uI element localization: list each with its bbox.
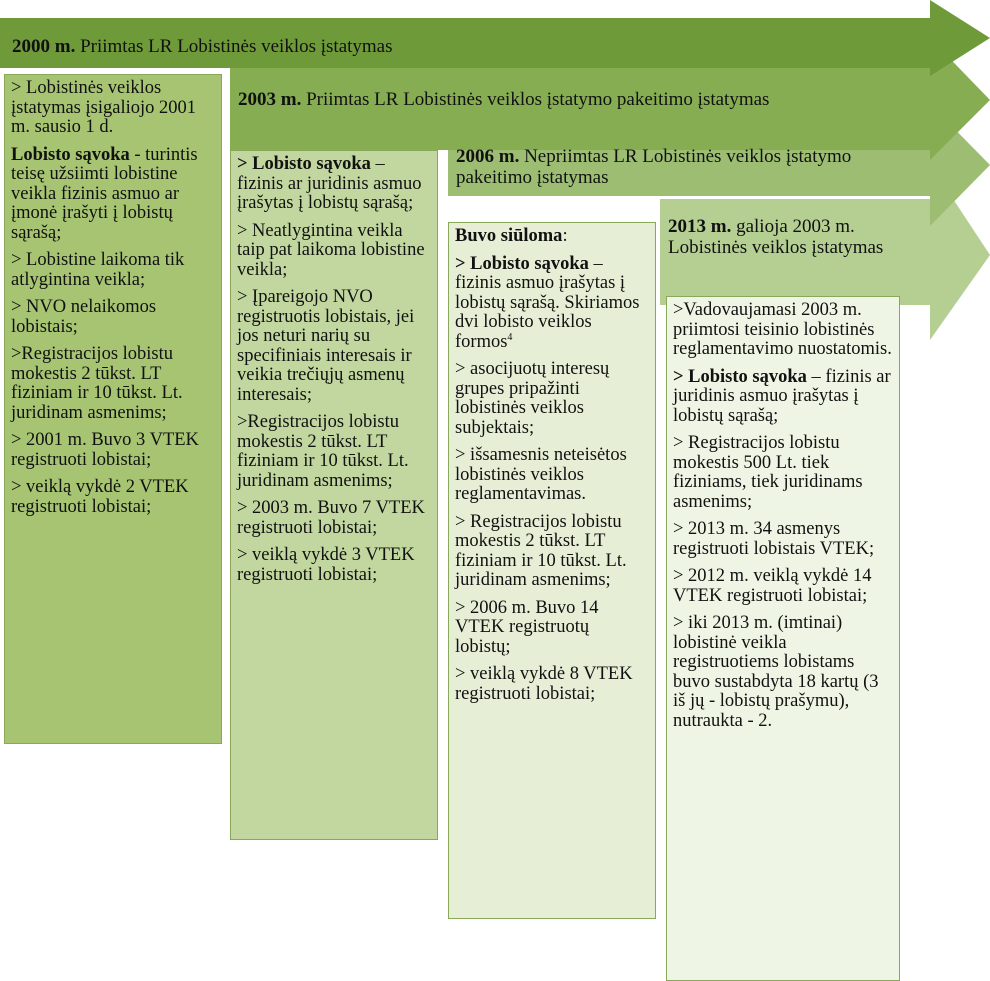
column-item [455, 446, 649, 505]
column-item [455, 513, 649, 591]
stage-heading-2006 [456, 146, 916, 188]
footnote-mark: 4 [507, 331, 513, 343]
column-2003 [230, 150, 438, 840]
column-item [673, 368, 893, 427]
item-text: > Registracijos lobistu mokestis 500 Lt. tiek fiziniams, tiek juridinams asmenims; [673, 433, 863, 512]
stage-year: 2006 m. [456, 146, 520, 167]
stage-title: Priimtas LR Lobistinės veiklos įstatymas [75, 36, 393, 57]
column-item [237, 288, 431, 405]
column-item [237, 413, 431, 491]
column-item [455, 665, 649, 704]
column-2006 [448, 222, 656, 919]
stage-title: Priimtas LR Lobistinės veiklos įstatymo pakeitimo įstatymas [301, 89, 770, 110]
column-item [673, 567, 893, 606]
stage-year: 2000 m. [12, 36, 76, 57]
item-text: > išsamesnis neteisėtos lobistinės veiklos reglamentavimas. [455, 445, 627, 504]
item-text: > Registracijos lobistu mokestis 2 tūkst. LT fiziniam ir 10 tūkst. Lt. juridinam asmenims; [455, 511, 627, 590]
item-text: > veiklą vykdė 8 VTEK registruoti lobistai; [455, 664, 633, 704]
item-text: > Įpareigojo NVO registruotis lobistais, jei jos neturi narių su specifiniais interesais ir veikia trečiųjų asmenų interesais; [237, 287, 415, 405]
item-text: - turintis teisę užsiimti lobistine veikla fizinis asmuo ar įmonė įrašyti į lobistų sąrašą; [11, 144, 198, 243]
item-bold-text: Buvo siūloma [455, 226, 563, 246]
column-2000 [4, 74, 222, 744]
column-item [455, 255, 649, 353]
item-text: – fizinis asmuo įrašytas į lobistų sąrašą. Skiriamos dvi lobisto veiklos formos [455, 253, 640, 352]
column-item [673, 434, 893, 512]
column-item [11, 478, 215, 517]
column-item [237, 546, 431, 585]
item-text: > 2012 m. veiklą vykdė 14 VTEK registruoti lobistai; [673, 566, 872, 606]
column-item [237, 155, 431, 214]
stage-title: Nepriimtas LR Lobistinės veiklos įstatymo pakeitimo įstatymas [456, 146, 852, 188]
item-text: > Lobistine laikoma tik atlygintina veikla; [11, 250, 185, 290]
stage-heading-2000 [12, 36, 393, 57]
item-text: > 2006 m. Buvo 14 VTEK registruotų lobistų; [455, 597, 599, 657]
item-text: – fizinis ar juridinis asmuo įrašytas į lobistų sąrašą; [237, 154, 422, 213]
column-item [673, 520, 893, 559]
column-item [455, 360, 649, 438]
item-bold-text: > Lobisto sąvoka [237, 154, 371, 174]
column-item [11, 298, 215, 337]
item-text: > veiklą vykdė 3 VTEK registruoti lobistai; [237, 545, 415, 585]
item-text: > Neatlygintina veikla taip pat laikoma lobistine veikla; [237, 220, 425, 280]
column-item [11, 79, 215, 138]
column-item [673, 301, 893, 360]
stage-year: 2003 m. [238, 89, 302, 110]
item-text: >Vadovaujamasi 2003 m. priimtosi teisinio lobistinės reglamentavimo nuostatomis. [673, 300, 892, 359]
item-text: > veiklą vykdė 2 VTEK registruoti lobistai; [11, 477, 189, 517]
stage-heading-2013 [668, 216, 924, 258]
column-item [237, 499, 431, 538]
stage-heading-2003 [238, 89, 769, 110]
stage-year: 2013 m. [668, 216, 732, 237]
stage-title: galioja 2003 m. Lobistinės veiklos įstatymas [668, 216, 884, 258]
item-text: > Lobistinės veiklos įstatymas įsigaliojo 2001 m. sausio 1 d. [11, 78, 196, 137]
column-2013 [666, 296, 900, 981]
column-item [673, 614, 893, 731]
item-text: > 2003 m. Buvo 7 VTEK registruoti lobistai; [237, 498, 425, 538]
item-bold-text: Lobisto sąvoka [11, 144, 130, 165]
item-text: > asocijuotų interesų grupes pripažinti lobistinės veiklos subjektais; [455, 359, 610, 438]
item-bold-text: > Lobisto sąvoka [455, 253, 589, 274]
item-text: > NVO nelaikomos lobistais; [11, 297, 157, 337]
column-item [237, 222, 431, 281]
item-bold-text: > Lobisto sąvoka [673, 366, 807, 387]
column-item [11, 345, 215, 423]
column-item [11, 251, 215, 290]
item-text: – fizinis ar juridinis asmuo įrašytas į lobistų sąrašą; [673, 366, 891, 426]
item-text: > 2001 m. Buvo 3 VTEK registruoti lobistai; [11, 430, 199, 470]
column-item [455, 599, 649, 658]
column-item [455, 227, 649, 247]
column-item [11, 146, 215, 244]
item-text: > iki 2013 m. (imtinai) lobistinė veikla registruotiems lobistams buvo sustabdyta 18 kartų (3 iš jų - lobistų prašymu), nutraukta - 2. [673, 613, 879, 731]
item-text: > 2013 m. 34 asmenys registruoti lobistais VTEK; [673, 519, 875, 559]
item-text: : [562, 226, 568, 246]
item-text: >Registracijos lobistu mokestis 2 tūkst. LT fiziniam ir 10 tūkst. Lt. juridinam asmenims; [237, 412, 409, 491]
item-text: >Registracijos lobistu mokestis 2 tūkst. LT fiziniam ir 10 tūkst. Lt. juridinam asmenims; [11, 344, 183, 423]
column-item [11, 431, 215, 470]
